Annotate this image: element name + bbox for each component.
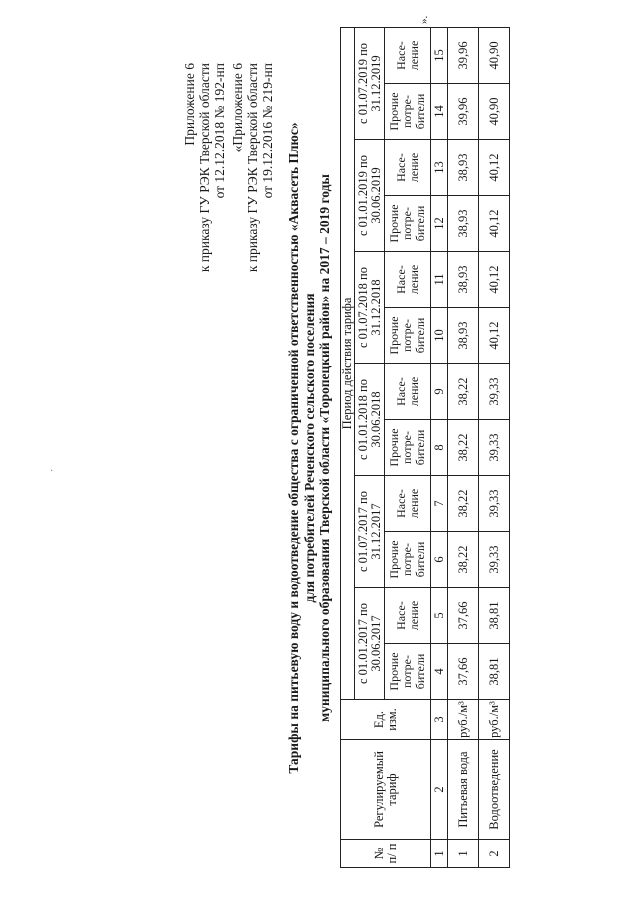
tariff-value: 40,12: [479, 196, 510, 252]
tariff-value: 39,33: [479, 364, 510, 420]
subheader-population: Насе- ление: [385, 140, 431, 196]
period-cell: с 01.01.2017 по 30.06.2017: [355, 588, 385, 700]
col-header-tariff: Регулируемый тариф: [341, 740, 431, 840]
rotated-document: [182, 28, 592, 868]
subheader-other: Прочие потре- бители: [385, 196, 431, 252]
subheader-other: Прочие потре- бители: [385, 644, 431, 700]
subheader-population: Насе- ление: [385, 252, 431, 308]
subheader-population: Насе- ление: [385, 588, 431, 644]
period-cell: с 01.01.2019 по 30.06.2019: [355, 140, 385, 252]
column-number: 5: [431, 588, 448, 644]
column-number: 9: [431, 364, 448, 420]
tariff-value: 40,12: [479, 140, 510, 196]
row-name: Питьевая вода: [448, 740, 479, 840]
row-unit: руб./м³: [448, 700, 479, 740]
col-header-unit: Ед. изм.: [341, 700, 431, 740]
tariff-value: 38,22: [448, 364, 479, 420]
tariff-value: 40,90: [479, 27, 510, 83]
header-line: от 19.12.2016 № 219-нп: [260, 63, 275, 199]
column-number: 4: [431, 644, 448, 700]
subheader-other: Прочие потре- бители: [385, 308, 431, 364]
title-line: для потребителей Реченского сельского поселения: [301, 293, 317, 603]
tariff-value: 38,22: [448, 532, 479, 588]
tariff-value: 39,33: [479, 476, 510, 532]
tariff-value: 38,22: [448, 476, 479, 532]
column-number: 10: [431, 308, 448, 364]
column-number: 3: [431, 700, 448, 740]
column-number: 14: [431, 84, 448, 140]
subheader-population: Насе- ление: [385, 364, 431, 420]
row-unit: руб./м³: [479, 700, 510, 740]
header-line: «Приложение 6: [230, 63, 245, 153]
stray-mark: ·: [50, 466, 54, 477]
column-number: 12: [431, 196, 448, 252]
tariff-value: 39,96: [448, 84, 479, 140]
subheader-other: Прочие потре- бители: [385, 532, 431, 588]
row-number: 1: [448, 840, 479, 868]
tariff-value: 37,66: [448, 588, 479, 644]
col-header-no: № п/ п: [341, 840, 431, 868]
header-line: от 12.12.2018 № 192-нп: [212, 63, 227, 199]
header-line: к приказу ГУ РЭК Тверской области: [197, 63, 212, 273]
tariff-value: 38,93: [448, 308, 479, 364]
tariff-value: 39,33: [479, 532, 510, 588]
column-number-row: [431, 27, 448, 867]
tariff-value: 38,81: [479, 588, 510, 644]
document-title: [286, 48, 333, 848]
tariff-value: 38,93: [448, 252, 479, 308]
tariff-value: 40,12: [479, 308, 510, 364]
column-number: 11: [431, 252, 448, 308]
row-name: Водоотведение: [479, 740, 510, 840]
column-number: 15: [431, 27, 448, 83]
period-cell: с 01.01.2018 по 30.06.2018: [355, 364, 385, 476]
appendix-header-old: [230, 63, 275, 272]
subheader-other: Прочие потре- бители: [385, 84, 431, 140]
column-number: 8: [431, 420, 448, 476]
tariff-value: 38,93: [448, 196, 479, 252]
tariff-value: 38,81: [479, 644, 510, 700]
subheader-population: Насе- ление: [385, 27, 431, 83]
tariff-value: 40,12: [479, 252, 510, 308]
tariff-value: 37,66: [448, 644, 479, 700]
row-number: 2: [479, 840, 510, 868]
title-line: муниципального образования Тверской области «Торопецкий район» на 2017 – 2019 годы: [317, 174, 332, 722]
period-header: Период действия тарифа: [341, 27, 355, 699]
subheader-other: Прочие потре- бители: [385, 420, 431, 476]
tariff-value: 39,33: [479, 420, 510, 476]
tariff-value: 38,93: [448, 140, 479, 196]
period-cell: с 01.07.2017 по 31.12.2017: [355, 476, 385, 588]
appendix-header-current: [182, 63, 227, 272]
column-number: 7: [431, 476, 448, 532]
title-line: Тарифы на питьевую воду и водоотведение общества с ограниченной ответственностью «Аквасеть Плюс»: [286, 122, 301, 774]
tariff-value: 38,22: [448, 420, 479, 476]
column-number: 6: [431, 532, 448, 588]
tariff-value: 40,90: [479, 84, 510, 140]
subheader-population: Насе- ление: [385, 476, 431, 532]
table-row: [448, 27, 479, 867]
column-number: 13: [431, 140, 448, 196]
column-number: 2: [431, 740, 448, 840]
header-line: Приложение 6: [182, 63, 197, 146]
column-number: 1: [431, 840, 448, 868]
tariff-table: [340, 27, 510, 868]
tariff-value: 39,96: [448, 27, 479, 83]
closing-quote-mark: ».: [418, 15, 430, 24]
table-row: [479, 27, 510, 867]
period-cell: с 01.07.2019 по 31.12.2019: [355, 27, 385, 139]
period-cell: с 01.07.2018 по 31.12.2018: [355, 252, 385, 364]
header-line: к приказу ГУ РЭК Тверской области: [245, 63, 260, 273]
